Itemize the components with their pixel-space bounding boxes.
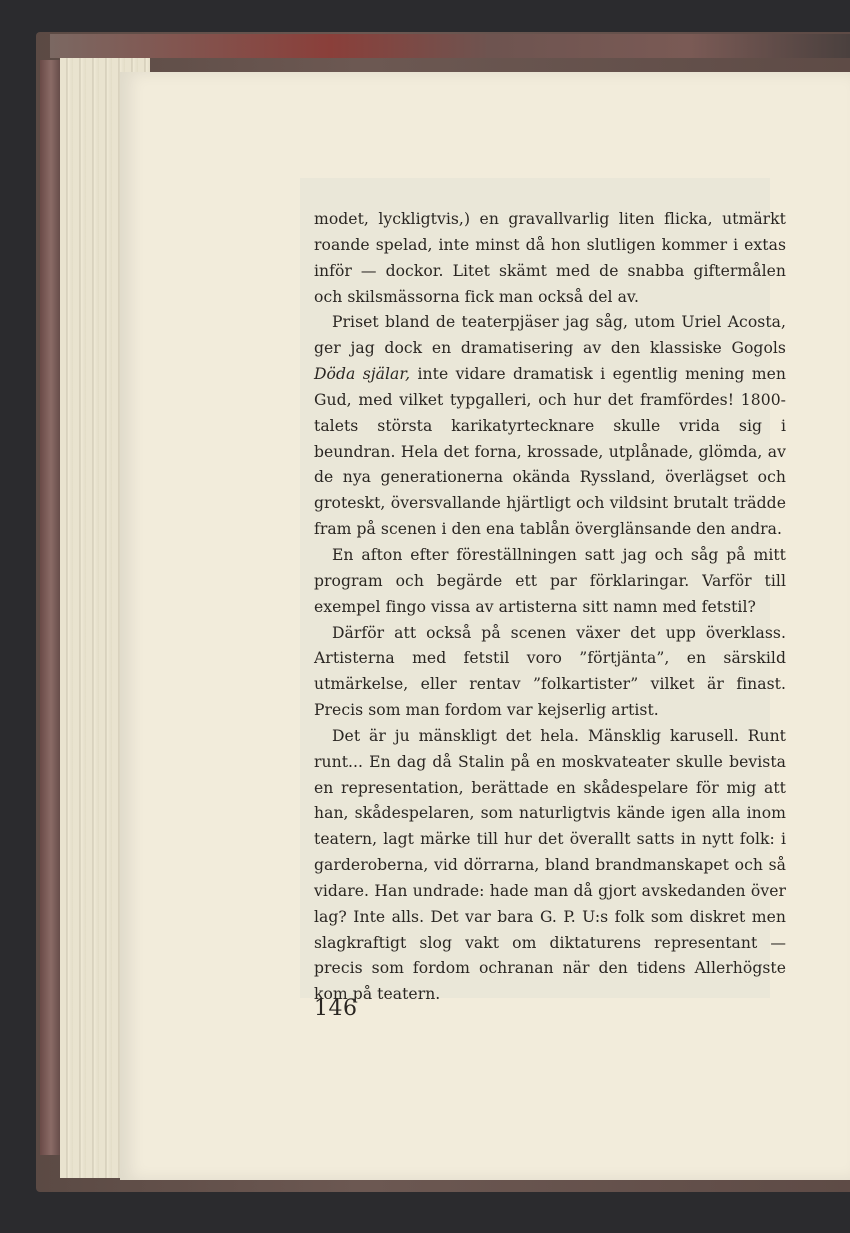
page-number: 146 (314, 996, 358, 1021)
paragraph-2 (314, 310, 786, 543)
book-spine-edge (40, 60, 62, 1155)
paragraph-5: Det är ju mänskligt det hela. Mänsklig karusell. Runt runt... En dag då Stalin på en moskvateater skulle bevista en representation, berättade en skådespelare för mig att han, skådespelaren, som naturligtvis kände igen alla inom teatern, lagt märke till hur det överallt satts in nytt folk: i garderoberna, vid dörrarna, bland brandmanskapet och så vidare. Han undrade: hade man då gjort avskedanden över lag? Inte alls. Det var bara G. P. U:s folk som diskret men slagkraftigt slog vakt om diktaturens representant — precis som fordom ochranan när den tidens Allerhögste kom på teatern. (314, 726, 786, 1004)
paragraph-1: modet, lyckligtvis,) en gravallvarlig liten flicka, utmärkt roande spelad, inte minst då hon slutligen kommer i extas inför — dockor. Litet skämt med de snabba giftermålen och skilsmässorna fick man också del av. (314, 210, 786, 306)
paragraph-2-part-2: inte vidare dramatisk i egentlig mening men Gud, med vilket typgalleri, och hur det framfördes! 1800-talets största karikatyrtecknare skulle vrida sig i beundran. Hela det forna, krossade, utplånade, glömda, av de nya generationerna okända Ryssland, överlägset och groteskt, översvallande hjärtligt och vildsint brutalt trädde fram på scenen i den ena tablån överglänsande den andra. (314, 365, 786, 539)
paragraph-4: Därför att också på scenen växer det upp överklass. Artisterna med fetstil voro ”förtjänta”, en särskild utmärkelse, eller rentav ”folkartister” vilket är finast. Precis som man fordom var kejserlig artist. (314, 623, 786, 720)
paragraph-3: En afton efter föreställningen satt jag och såg på mitt program och begärde ett par förklaringar. Varför till exempel fingo vissa av artisterna sitt namn med fetstil? (314, 545, 786, 616)
book-cover-top-edge (50, 34, 850, 58)
paragraph-2-part-1: Priset bland de teaterpjäser jag såg, utom Uriel Acosta, ger jag dock en dramatisering av den klassiske Gogols (314, 313, 786, 358)
book-title-italic: Döda själar, (314, 365, 411, 384)
body-text (314, 207, 786, 1008)
